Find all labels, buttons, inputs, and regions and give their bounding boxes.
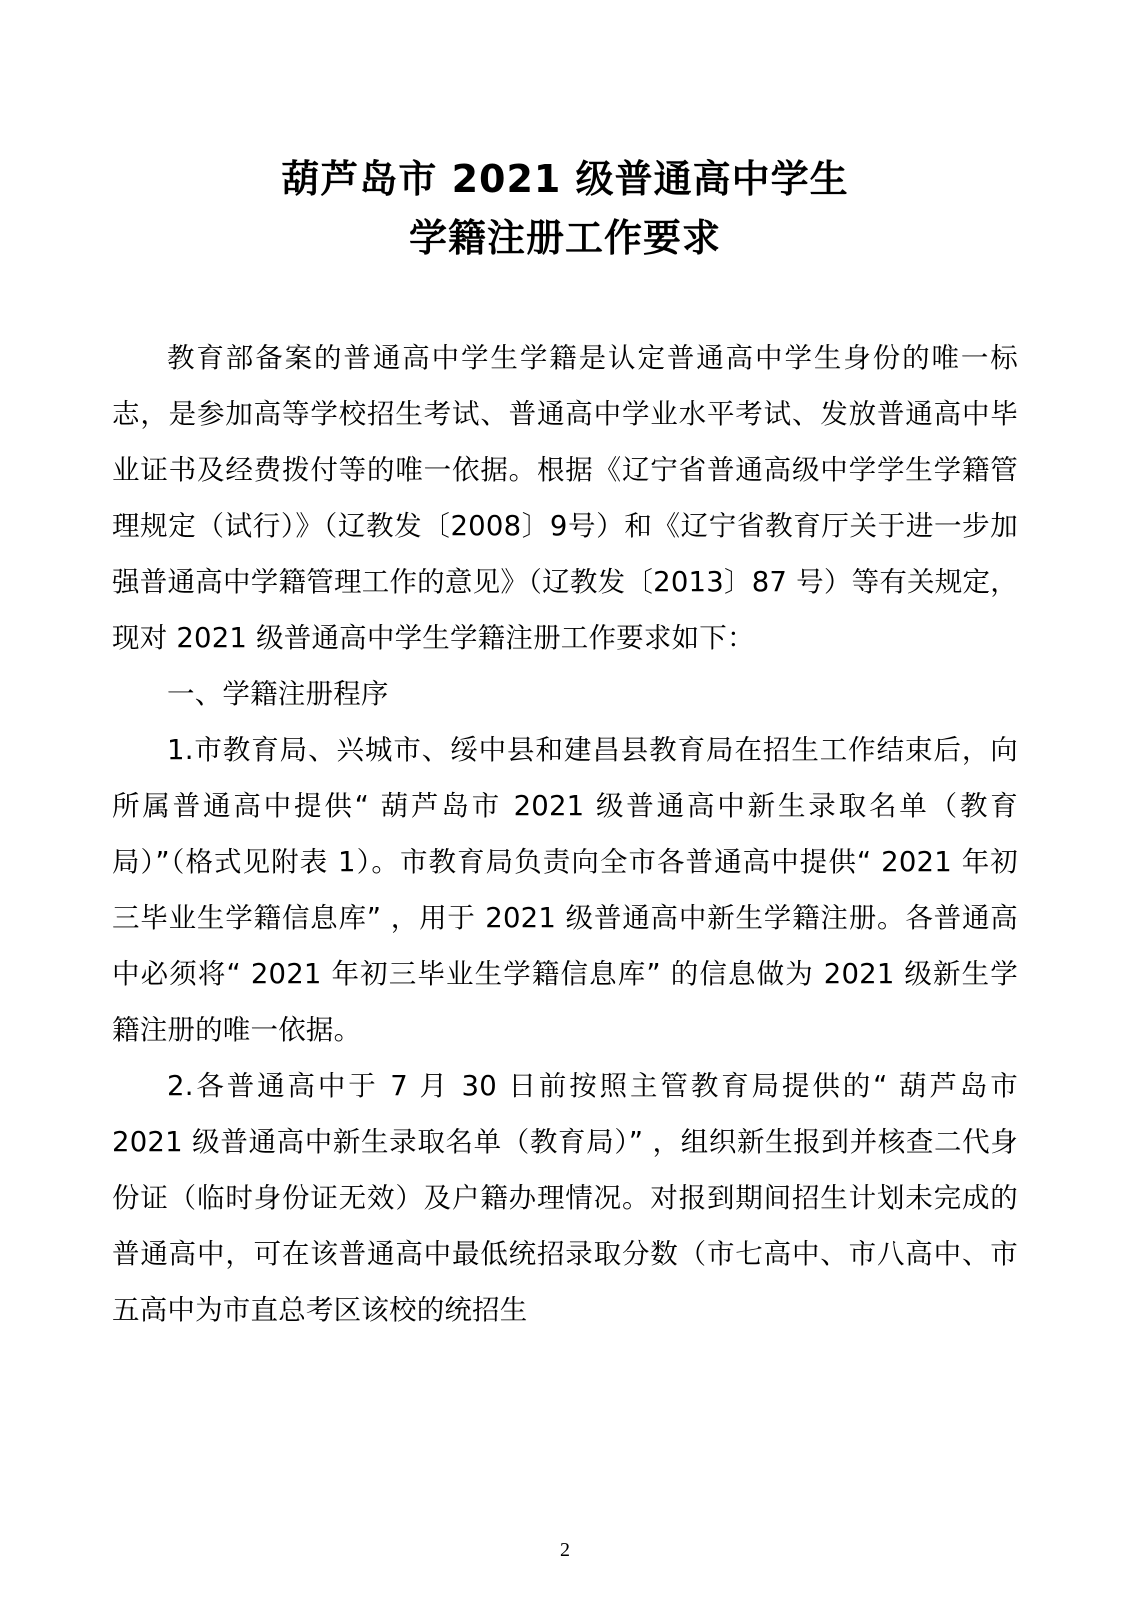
page-title-line-1: 葫芦岛市 2021 级普通高中学生	[281, 157, 849, 201]
document-body	[112, 330, 1018, 1338]
page-number: 2	[560, 1539, 570, 1561]
page-title-line-2: 学籍注册工作要求	[408, 215, 721, 260]
paragraph-item-2: 2.各普通高中于 7 月 30 日前按照主管教育局提供的“ 葫芦岛市 2021 级普通高中新生录取名单（教育局）” ，组织新生报到并核查二代身份证（临时身份证无效）及户籍办理情况。对报到期间招生计划未完成的普通高中，可在该普通高中最低统招录取分数（市七高中、市八高中、市五高中为市直总考区该校的统招生	[112, 1069, 1018, 1326]
paragraph-item-1: 1.市教育局、兴城市、绥中县和建昌县教育局在招生工作结束后，向所属普通高中提供“ 葫芦岛市 2021 级普通高中新生录取名单（教育局）”（格式见附表 1）。市教育局负责向全市各普通高中提供“ 2021 年初三毕业生学籍信息库” ，用于 2021 级普通高中新生学籍注册。各普通高中必须将“ 2021 年初三毕业生学籍信息库” 的信息做为 2021 级新生学籍注册的唯一依据。	[112, 733, 1018, 1046]
paragraph-intro: 教育部备案的普通高中学生学籍是认定普通高中学生身份的唯一标志，是参加高等学校招生考试、普通高中学业水平考试、发放普通高中毕业证书及经费拨付等的唯一依据。根据《辽宁省普通高级中学学生学籍管理规定（试行）》（辽教发〔2008〕9号）和《辽宁省教育厅关于进一步加强普通高中学籍管理工作的意见》（辽教发〔2013〕87 号）等有关规定，现对 2021 级普通高中学生学籍注册工作要求如下：	[112, 341, 1018, 654]
page-title	[112, 150, 1018, 268]
section-heading-registration-procedure: 一、学籍注册程序	[167, 677, 389, 710]
